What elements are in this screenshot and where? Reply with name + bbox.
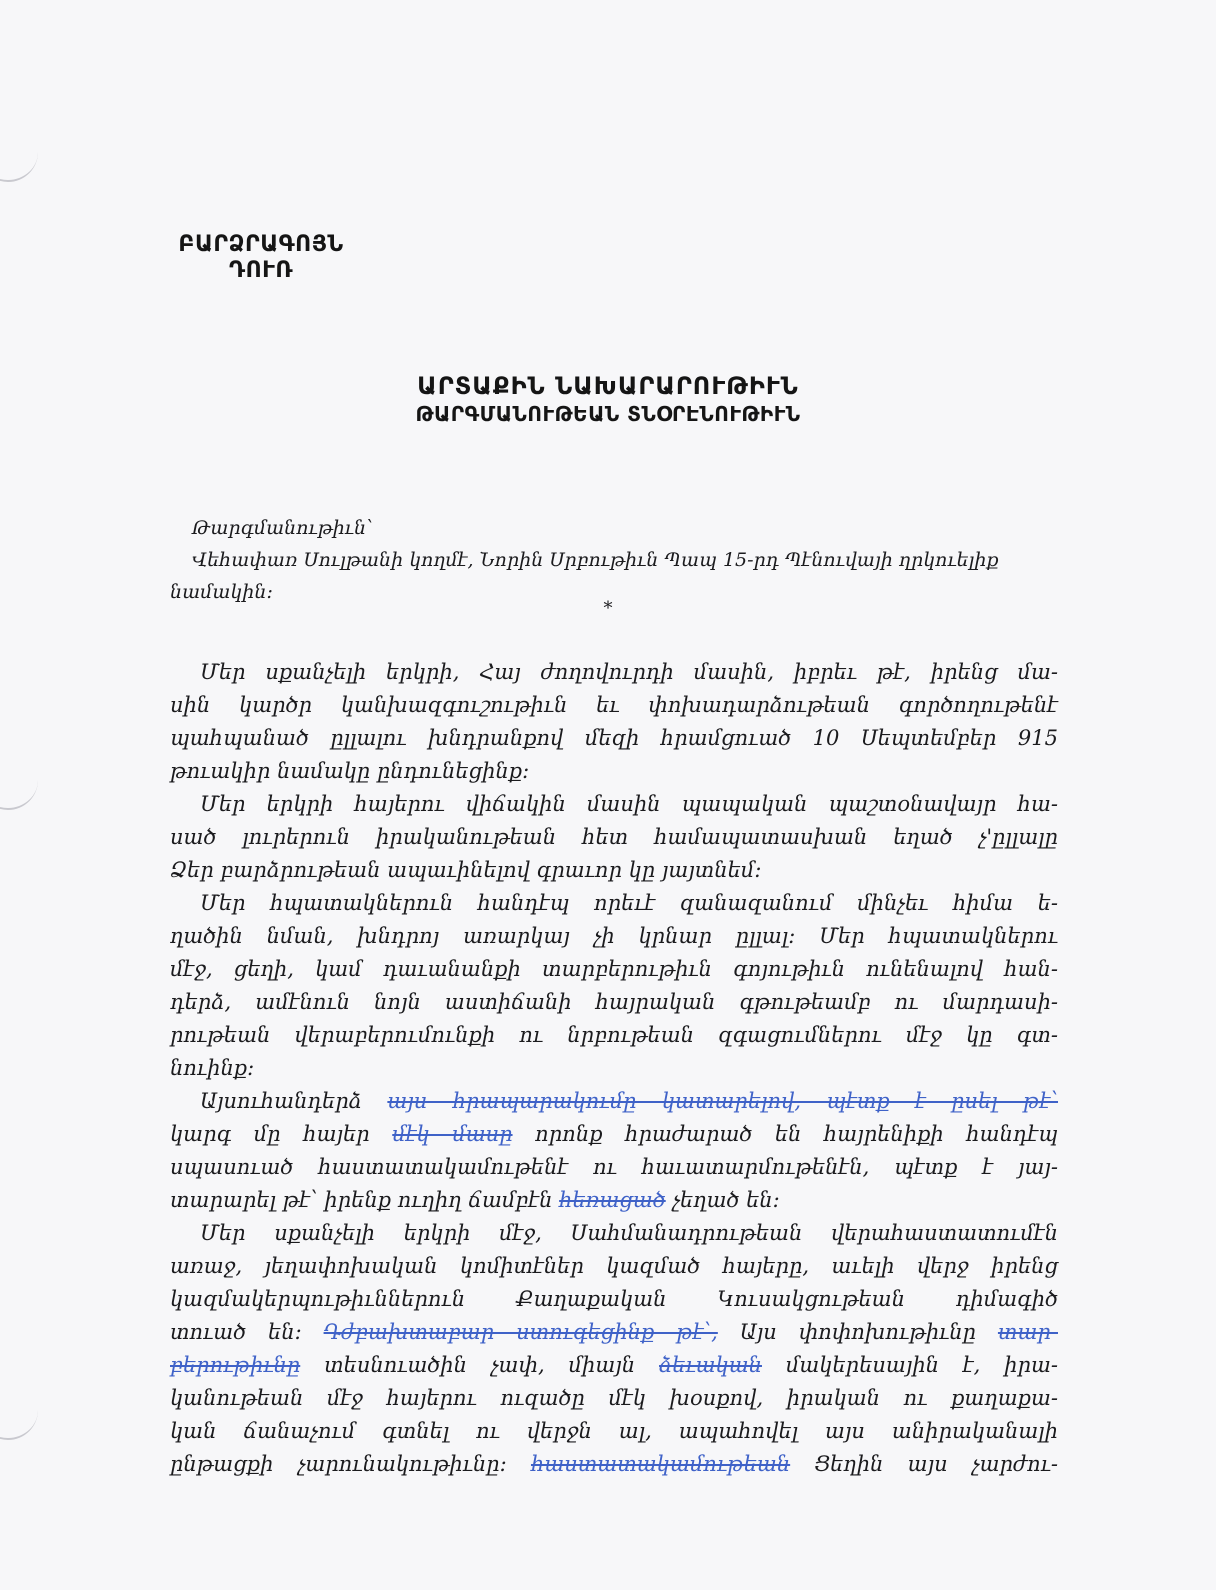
text-segment: թուակիր նամակը ընդունեցինք: [170,759,530,783]
body-line [170,953,1058,986]
separator-asterisk: * [603,598,613,619]
struck-through-text: հաստատակամութեան [530,1452,791,1476]
text-segment: նուինք: [170,1056,255,1080]
text-segment: րութեան վերաբերումունքի ու նրբութեան զգացումներու մէջ կը գտ- [170,1023,1058,1047]
text-segment: սին կարծր կանխազգուշութիւն եւ փոխադարձութեան գործողութենէ [170,693,1058,717]
body-line [170,986,1058,1019]
body-line [170,920,1058,953]
body-line [170,1382,1058,1415]
struck-through-text: այս հրապարակումը կատարելով, պէտք է ըսել թէ՝ [387,1089,1059,1113]
text-segment: առաջ, յեղափոխական կոմիտէներ կազմած հայերը, աւելի վերջ իրենց [170,1254,1058,1278]
struck-through-text: տար- [997,1320,1058,1344]
struck-through-text: մէկ մասը [392,1122,513,1146]
text-segment: տեսնուածին չափ, միայն [300,1353,660,1377]
body-line [170,1217,1058,1250]
text-segment: ընթացքի չարունակութիւնը: [170,1452,531,1476]
text-segment: Ձեր բարձրութեան ապաւինելով գրաւոր կը յայտնեմ: [170,858,762,882]
document-title: ԱՐՏԱՔԻՆ ՆԱԽԱՐԱՐՈՒԹԻՒՆ [417,372,799,400]
body-line [170,1283,1058,1316]
letterhead-line2: ԴՈՒՌ [228,258,293,283]
body-line [170,887,1058,920]
text-segment: կարգ մը հայեր [170,1122,393,1146]
struck-through-text: Դժբախտաբար ստուգեցինք թէ՝, [323,1320,718,1344]
translation-label: Թարգմանութիւն՝ [192,517,373,539]
text-segment: Ցեղին այս չարժու- [790,1452,1058,1476]
text-segment: պահպանած ըլլալու խնդրանքով մեզի հրամցուած 10 Սեպտեմբեր 915 [170,726,1058,750]
struck-through-text: բերութիւնը [170,1353,301,1377]
body-line [170,1415,1058,1448]
text-segment: Մեր սքանչելի երկրի, Հայ ժողովուրդի մասին, իբրեւ թէ, իրենց մա- [200,660,1058,684]
body-line [170,1250,1058,1283]
text-segment: որոնք հրաժարած են հայրենիքի հանդէպ [512,1122,1058,1146]
body-line [170,1316,1058,1349]
body-line [170,1184,1058,1217]
text-segment: կան ճանաչում գտնել ու վերջն ալ, ապահովել այս անիրականալի [170,1419,1058,1443]
text-segment: սած լուրերուն իրականութեան հետ համապատասխան եղած չ'ըլլալը [170,825,1058,849]
subject-line-2: նամակին: [170,581,273,603]
body-line [170,821,1058,854]
letterhead [166,232,356,284]
body-line [170,755,1058,788]
text-segment: Մեր երկրի հայերու վիճակին մասին պապական պաշտօնավայր հա- [200,792,1058,816]
subject-line-1: Վեհափառ Սուլթանի կողմէ, Նորին Սրբութիւն Պապ 15-րդ Պէնուվայի ղրկուելիք [192,549,999,571]
body-line [170,656,1058,689]
letterhead-line1: ԲԱՐՁՐԱԳՈՅՆ [178,232,344,257]
body-line [170,1085,1058,1118]
text-segment: կանութեան մէջ հայերու ուզածը մէկ խօսքով, իրական ու քաղաքա- [170,1386,1058,1410]
text-segment: տուած են: [170,1320,324,1344]
body-line [170,1349,1058,1382]
text-segment: Մեր հպատակներուն հանդէպ որեւէ զանազանում մինչեւ հիմա ե- [200,891,1058,915]
text-segment: տարարել թէ՝ իրենք ուղիղ ճամբէն [170,1188,560,1212]
letter-body [170,656,1058,1481]
body-line [170,854,1058,887]
body-line [170,1019,1058,1052]
intro-block [170,512,1058,608]
text-segment: սպասուած հաստատակամութենէ ու հաւատարմութենէն, պէտք է յայ- [170,1155,1058,1179]
punch-hole-mark [0,768,38,810]
text-segment: դերձ, ամէնուն նոյն աստիճանի հայրական գթութեամբ ու մարդասի- [170,990,1058,1014]
body-line [170,1151,1058,1184]
text-segment: չեղած են: [665,1188,780,1212]
body-line [170,722,1058,755]
text-segment: Այսուհանդերձ [200,1089,388,1113]
body-line [170,1052,1058,1085]
punch-hole-mark [0,140,38,182]
text-segment: Այս փոփոխութիւնը [717,1320,998,1344]
document-subtitle: ԹԱՐԳՄԱՆՈՒԹԵԱՆ ՏՆՕՐԷՆՈՒԹԻՒՆ [415,402,801,426]
body-line [170,689,1058,722]
body-line [170,1118,1058,1151]
struck-through-text: ձեւական [659,1353,762,1377]
body-line [170,788,1058,821]
text-segment: մէջ, ցեղի, կամ դաւանանքի տարբերութիւն գոյութիւն ունենալով հան- [170,957,1058,981]
text-segment: կազմակերպութիւններուն Քաղաքական Կուսակցութեան դիմագիծ [170,1287,1058,1311]
body-line [170,1448,1058,1481]
punch-hole-mark [0,1398,38,1440]
text-segment: ղածին նման, խնդրոյ առարկայ չի կրնար ըլլալ: Մեր հպատակներու [170,924,1058,948]
text-segment: Մեր սքանչելի երկրի մէջ, Սահմանադրութեան վերահաստատումէն [200,1221,1058,1245]
text-segment: մակերեսային է, իրա- [761,1353,1058,1377]
struck-through-text: հեռացած [559,1188,666,1212]
